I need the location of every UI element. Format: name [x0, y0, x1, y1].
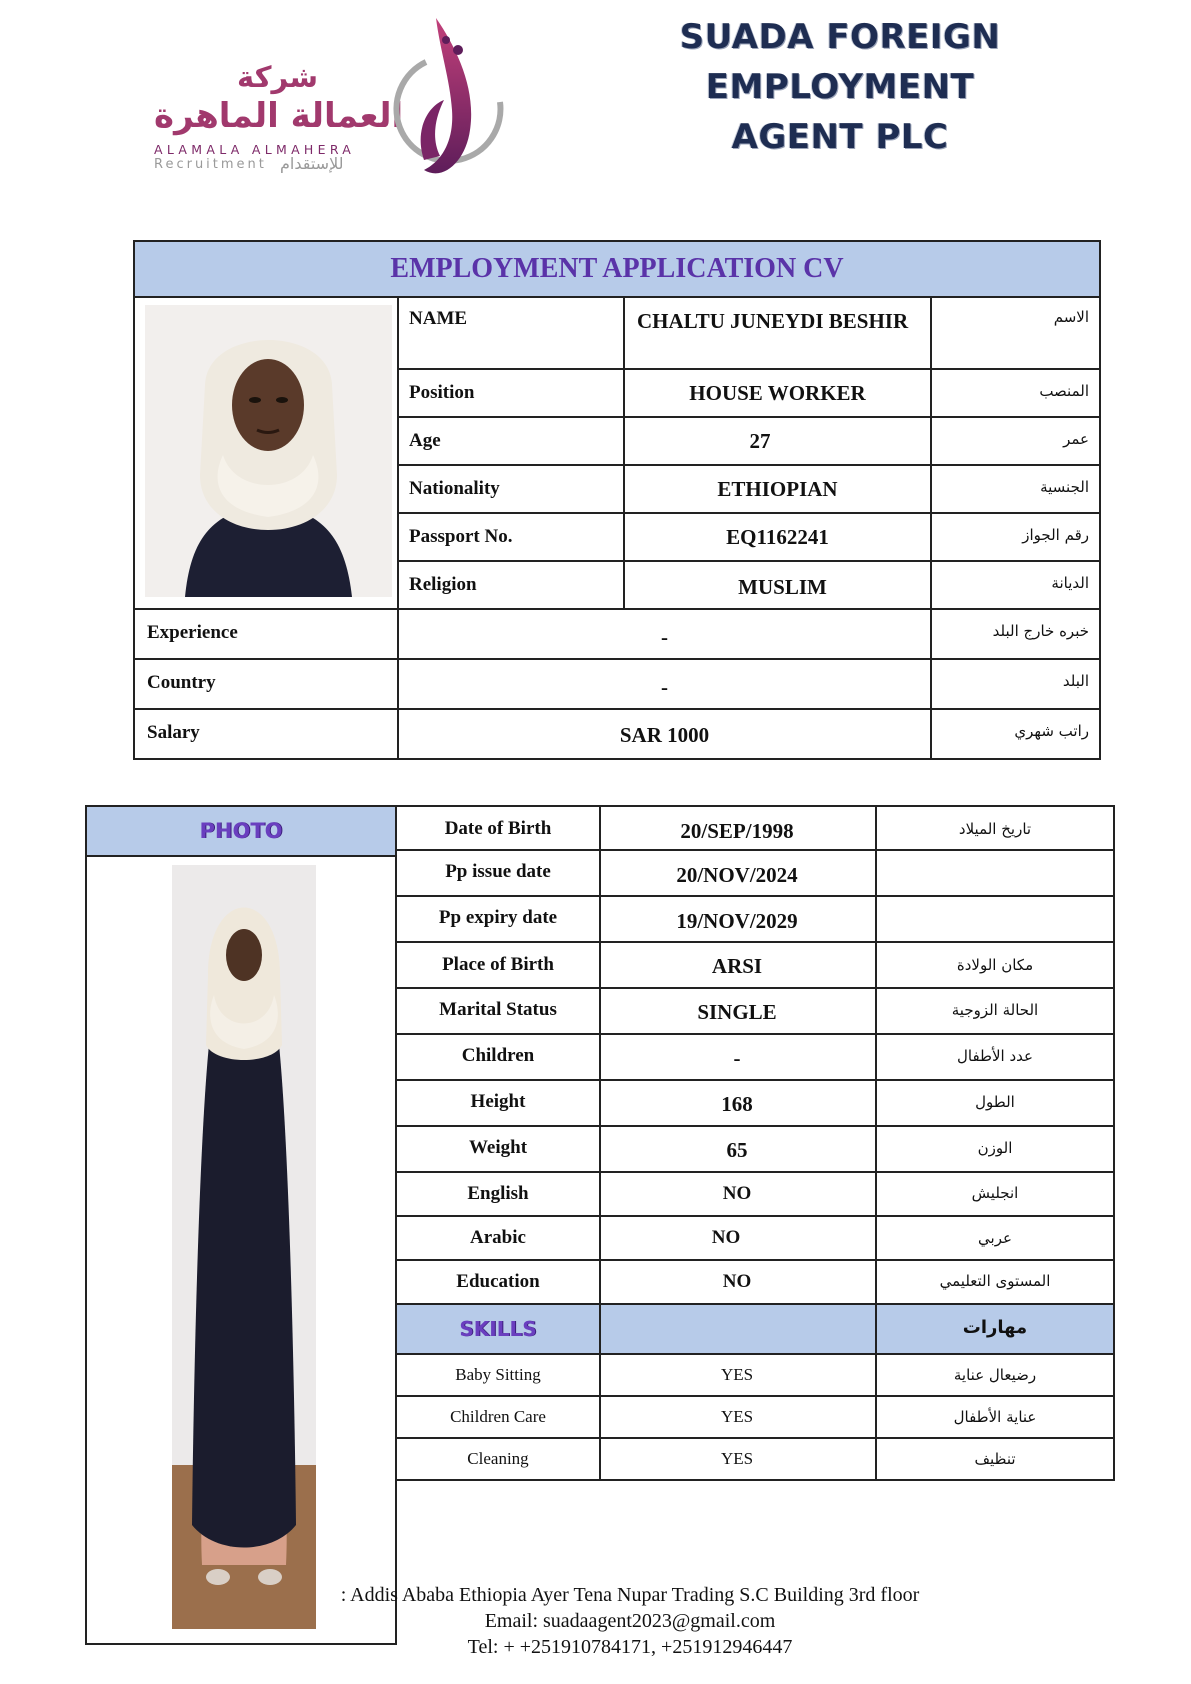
footer-phone: Tel: + +251910784171, +251912946447 [467, 1636, 793, 1658]
skill-label-baby-sitting: Baby Sitting [397, 1355, 601, 1395]
label-english: English [397, 1173, 601, 1215]
skills-header-spacer [599, 1305, 877, 1353]
arabic-passport: رقم الجواز [1022, 526, 1089, 544]
arabic-marital-status: الحالة الزوجية [951, 1001, 1039, 1019]
label-salary: Salary [147, 722, 200, 743]
skill-arabic-children-care: عناية الأطفال [953, 1408, 1037, 1426]
label-passport: Passport No. [409, 526, 513, 547]
arabic-experience: خبره خارج البلد [992, 622, 1089, 640]
arabic-age: عمر [1063, 430, 1089, 448]
skills-header-arabic: مهارات [962, 1317, 1028, 1338]
value-pp-expiry-date: 19/NOV/2029 [599, 897, 877, 941]
cv-title: EMPLOYMENT APPLICATION CV [135, 242, 1099, 298]
label-weight: Weight [397, 1127, 601, 1171]
value-pp-issue-date: 20/NOV/2024 [599, 851, 877, 895]
detail-row [397, 851, 1115, 897]
cv-summary-table [133, 240, 1101, 760]
arabic-position: المنصب [1039, 382, 1089, 400]
skill-row [397, 1397, 1115, 1439]
arabic-name: الاسم [1053, 308, 1089, 326]
detail-row [397, 1173, 1115, 1217]
value-experience: - [661, 625, 668, 649]
logo-arabic-name: العمالة الماهرة [154, 96, 404, 136]
label-country: Country [147, 672, 216, 693]
label-position: Position [409, 382, 475, 403]
arabic-pp-issue-date [875, 851, 1115, 895]
arabic-country: البلد [1062, 672, 1089, 690]
detail-row [397, 1035, 1115, 1081]
logo-emblem-icon [388, 10, 518, 195]
value-education: NO [599, 1261, 877, 1303]
value-name: CHALTU JUNEYDI BESHIR [637, 309, 909, 333]
label-experience: Experience [147, 622, 238, 643]
value-country: - [661, 675, 668, 699]
arabic-education: المستوى التعليمي [939, 1272, 1051, 1290]
label-pp-issue-date: Pp issue date [397, 851, 601, 895]
value-weight: 65 [599, 1127, 877, 1171]
arabic-nationality: الجنسية [1040, 478, 1089, 496]
label-children: Children [397, 1035, 601, 1079]
footer-address: : Addis Ababa Ethiopia Ayer Tena Nupar Trading S.C Building 3rd floor [340, 1584, 920, 1606]
value-salary: SAR 1000 [619, 723, 710, 747]
label-nationality: Nationality [409, 478, 500, 499]
value-children: - [599, 1035, 877, 1079]
photo-frame [85, 855, 397, 1645]
arabic-salary: راتب شهري [1014, 722, 1089, 740]
company-name-line2: AGENT PLC [731, 117, 949, 157]
skill-label-cleaning: Cleaning [397, 1439, 601, 1479]
value-date-of-birth: 20/SEP/1998 [599, 807, 877, 849]
skill-arabic-cleaning: تنظيف [974, 1450, 1016, 1468]
logo-recruitment-arabic: للإستقدام [280, 154, 344, 173]
value-passport: EQ1162241 [726, 525, 829, 549]
detail-row [397, 1127, 1115, 1173]
label-marital-status: Marital Status [397, 989, 601, 1033]
value-marital-status: SINGLE [599, 989, 877, 1033]
value-height: 168 [599, 1081, 877, 1125]
arabic-pp-expiry-date [875, 897, 1115, 941]
arabic-english: انجليش [971, 1184, 1019, 1202]
label-education: Education [397, 1261, 601, 1303]
value-arabic: NO [599, 1217, 877, 1259]
logo-english-name: ALAMALA ALMAHERA [154, 142, 356, 157]
skill-value-baby-sitting: YES [599, 1355, 877, 1395]
label-date-of-birth: Date of Birth [397, 807, 601, 849]
footer-email: Email: suadaagent2023@gmail.com [484, 1610, 776, 1632]
detail-row [397, 943, 1115, 989]
arabic-arabic: عربي [978, 1229, 1012, 1247]
value-english: NO [599, 1173, 877, 1215]
skill-label-children-care: Children Care [397, 1397, 601, 1437]
value-nationality: ETHIOPIAN [717, 477, 838, 501]
label-age: Age [409, 430, 441, 451]
label-arabic: Arabic [397, 1217, 601, 1259]
label-name: NAME [409, 308, 468, 329]
detail-row [397, 805, 1115, 851]
value-religion: MUSLIM [738, 575, 827, 599]
label-place-of-birth: Place of Birth [397, 943, 601, 987]
detail-row [397, 1217, 1115, 1261]
company-name [560, 12, 1120, 162]
skills-header-row [397, 1305, 1115, 1355]
arabic-height: الطول [975, 1093, 1015, 1111]
cv-details-table [85, 805, 1115, 1645]
footer-contact [300, 1582, 960, 1660]
arabic-date-of-birth: تاريخ الميلاد [958, 820, 1032, 838]
company-logo [140, 10, 520, 195]
logo-arabic-company: شركة [237, 60, 319, 94]
value-position: HOUSE WORKER [689, 381, 866, 405]
applicant-portrait-photo [145, 305, 392, 597]
detail-row [397, 1261, 1115, 1305]
arabic-children: عدد الأطفال [957, 1047, 1033, 1065]
detail-row [397, 989, 1115, 1035]
skill-value-children-care: YES [599, 1397, 877, 1437]
skill-row [397, 1439, 1115, 1481]
detail-row [397, 1081, 1115, 1127]
label-pp-expiry-date: Pp expiry date [397, 897, 601, 941]
arabic-place-of-birth: مكان الولادة [956, 956, 1034, 974]
value-place-of-birth: ARSI [599, 943, 877, 987]
detail-row [397, 897, 1115, 943]
skill-value-cleaning: YES [599, 1439, 877, 1479]
applicant-full-body-photo [172, 865, 316, 1629]
label-religion: Religion [409, 574, 477, 595]
skills-header: SKILLS [397, 1305, 601, 1353]
skill-arabic-baby-sitting: رضيعال عناية [953, 1366, 1037, 1384]
value-age: 27 [749, 429, 771, 453]
company-name-line1: SUADA FOREIGN EMPLOYMENT [679, 17, 1001, 107]
logo-recruitment: Recruitment [154, 157, 267, 172]
skill-row [397, 1355, 1115, 1397]
arabic-religion: الديانة [1051, 574, 1089, 592]
photo-header: PHOTO [85, 805, 397, 857]
arabic-weight: الوزن [977, 1139, 1013, 1157]
label-height: Height [397, 1081, 601, 1125]
